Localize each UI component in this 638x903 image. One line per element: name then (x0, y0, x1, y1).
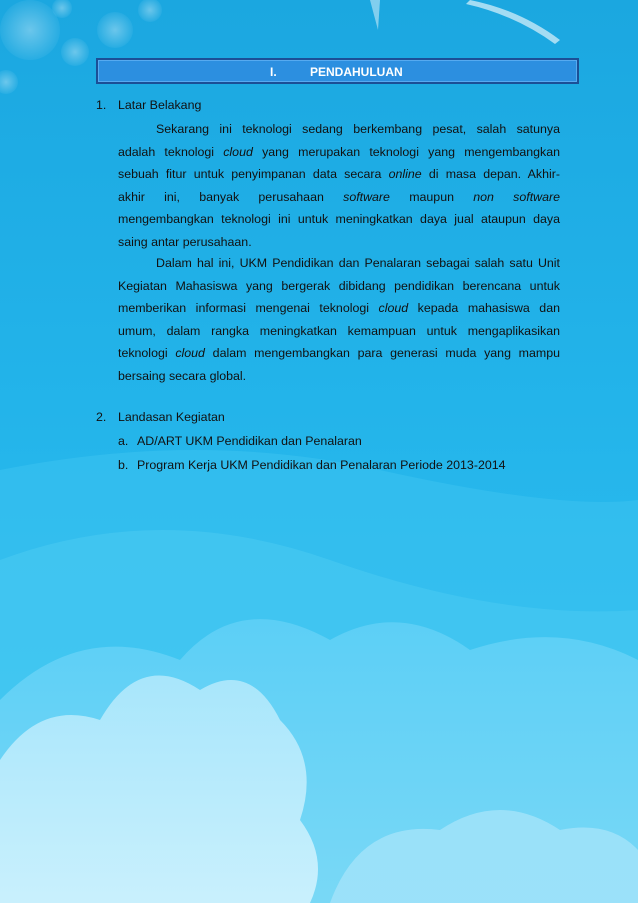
paragraph-line: memberikan informasi mengenai teknologi cloud kepada mahasiswa dan (118, 301, 560, 316)
italic-term: software (343, 189, 390, 204)
section-title: PENDAHULUAN (310, 65, 403, 79)
italic-term: cloud (223, 144, 253, 159)
item1-heading: Latar Belakang (118, 98, 202, 112)
item1-number: 1. (96, 98, 107, 112)
item2-number: 2. (96, 410, 107, 424)
italic-term: non software (473, 189, 561, 204)
paragraph-line: saing antar perusahaan. (118, 235, 252, 249)
item2-heading: Landasan Kegiatan (118, 410, 225, 424)
paragraph-line: akhir ini, banyak perusahaan software maupun non software (118, 189, 561, 204)
subitem-b-label: b. (118, 458, 129, 472)
paragraph-line: Kegiatan Mahasiswa yang bergerak dibidang pendidikan berencana untuk (118, 278, 560, 293)
paragraph-line: sebuah fitur untuk penyimpanan data secara online di masa depan. Akhir- (118, 167, 560, 182)
subitem-a-text: AD/ART UKM Pendidikan dan Penalaran (137, 434, 362, 448)
paragraph-line: adalah teknologi cloud yang merupakan teknologi yang mengembangkan (118, 144, 560, 159)
section-number: I. (270, 65, 277, 79)
paragraph-line: umum, dalam rangka meningkatkan kemampuan untuk mengaplikasikan (118, 323, 560, 338)
paragraph-line: Dalam hal ini, UKM Pendidikan dan Penalaran sebagai salah satu Unit (156, 256, 560, 270)
paragraph-line: bersaing secara global. (118, 369, 247, 383)
paragraph-line: mengembangkan teknologi ini untuk meningkatkan daya jual ataupun daya (118, 212, 560, 227)
italic-term: cloud (378, 301, 409, 316)
paragraph-line: Sekarang ini teknologi sedang berkembang pesat, salah satunya (156, 122, 560, 136)
subitem-b-text: Program Kerja UKM Pendidikan dan Penalaran Periode 2013-2014 (137, 458, 506, 472)
paragraph-line: teknologi cloud dalam mengembangkan para generasi muda yang mampu (118, 346, 560, 361)
subitem-a-label: a. (118, 434, 129, 448)
italic-term: cloud (175, 346, 205, 361)
italic-term: online (388, 167, 422, 182)
section-header-box (96, 58, 579, 84)
